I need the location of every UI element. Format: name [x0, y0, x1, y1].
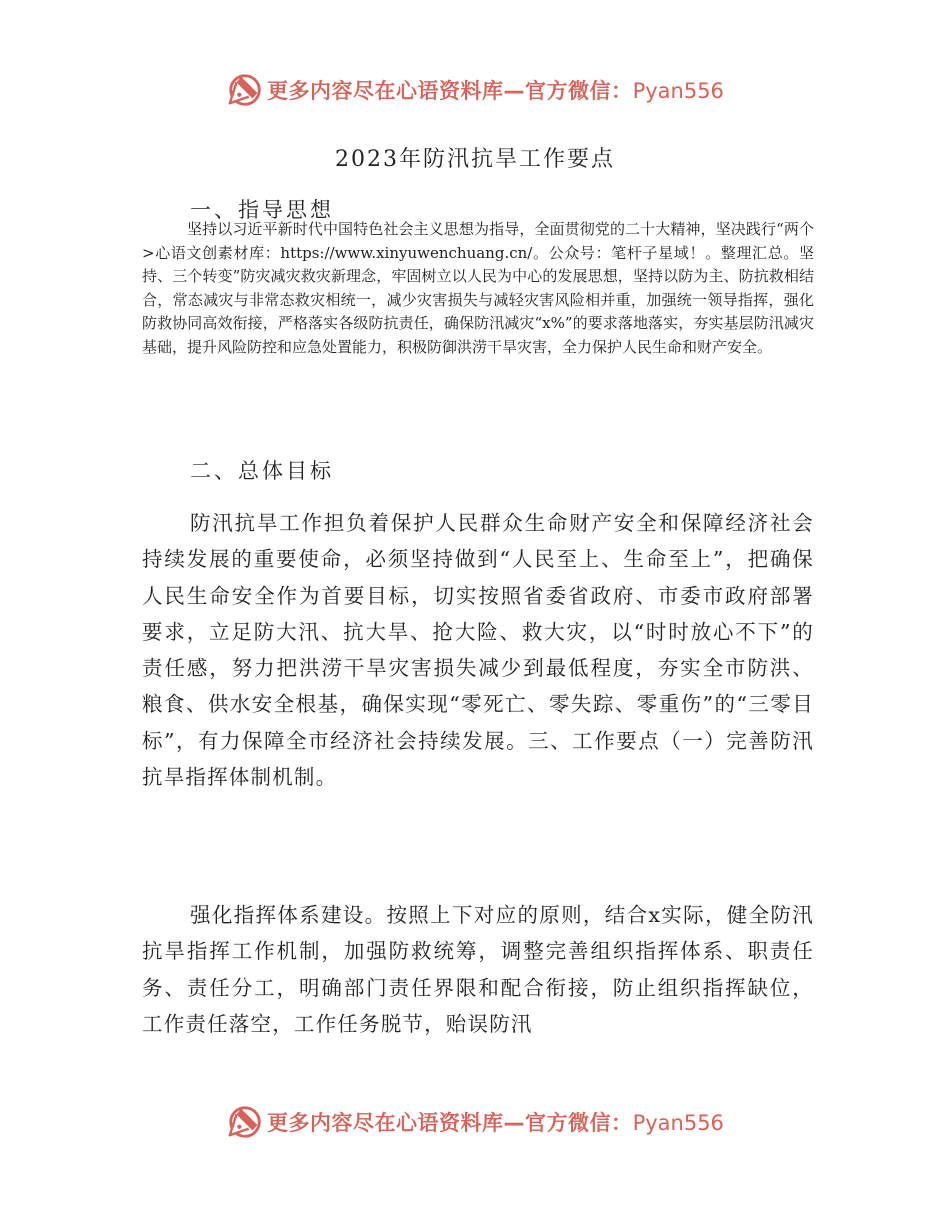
watermark-banner-bottom — [0, 1100, 950, 1144]
document-title: 2023年防汛抗旱工作要点 — [335, 147, 615, 172]
pen-nib-circle-icon — [226, 1103, 264, 1141]
section-heading-overall-goals: 二、总体目标 — [190, 459, 334, 483]
watermark-handle: Pyan556 — [632, 1111, 724, 1135]
paragraph-guiding-ideology: 坚持以习近平新时代中国特色社会主义思想为指导，全面贯彻党的二十大精神，坚决践行“两个>心语文创素材库：https://www.xinyuwenchuang.cn/。公众号：笔杆子星域！。整理汇总。坚持、三个转变”防灾减灾救灾新理念，牢固树立以人民为中心的发展思想，坚持以防为主、防抗救相结合，常态减灾与非常态救灾相统一，减少灾害损失与减轻灾害风险相并重，加强统一领导指挥，强化防救协同高效衔接，严格落实各级防抗责任，确保防汛减灾“x%”的要求落地落实，夯实基层防汛减灾基础，提升风险防控和应急处置能力，积极防御洪涝干旱灾害，全力保护人民生命和财产安全。 — [142, 220, 814, 356]
watermark-banner-top — [0, 68, 950, 112]
paragraph-overall-goals: 防汛抗旱工作担负着保护人民群众生命财产安全和保障经济社会持续发展的重要使命，必须坚持做到“人民至上、生命至上”，把确保人民生命安全作为首要目标，切实按照省委省政府、市委市政府部署要求，立足防大汛、抗大旱、抢大险、救大灾，以“时时放心不下”的责任感，努力把洪涝干旱灾害损失减少到最低程度，夯实全市防洪、粮食、供水安全根基，确保实现“零死亡、零失踪、零重伤”的“三零目标”，有力保障全市经济社会持续发展。三、工作要点（一）完善防汛抗旱指挥体制机制。 — [142, 511, 814, 790]
paragraph-command-system: 强化指挥体系建设。按照上下对应的原则，结合x实际，健全防汛抗旱指挥工作机制，加强防救统筹，调整完善组织指挥体系、职责任务、责任分工，明确部门责任界限和配合衔接，防止组织指挥缺位，工作责任落空，工作任务脱节，贻误防汛 — [142, 903, 814, 1036]
watermark-handle: Pyan556 — [632, 79, 724, 103]
watermark-text: 更多内容尽在心语资料库—官方微信： — [267, 79, 633, 103]
watermark-text: 更多内容尽在心语资料库—官方微信： — [267, 1111, 633, 1135]
section-heading-guiding-ideology: 一、指导思想 — [190, 198, 334, 222]
pen-nib-circle-icon — [226, 71, 264, 109]
